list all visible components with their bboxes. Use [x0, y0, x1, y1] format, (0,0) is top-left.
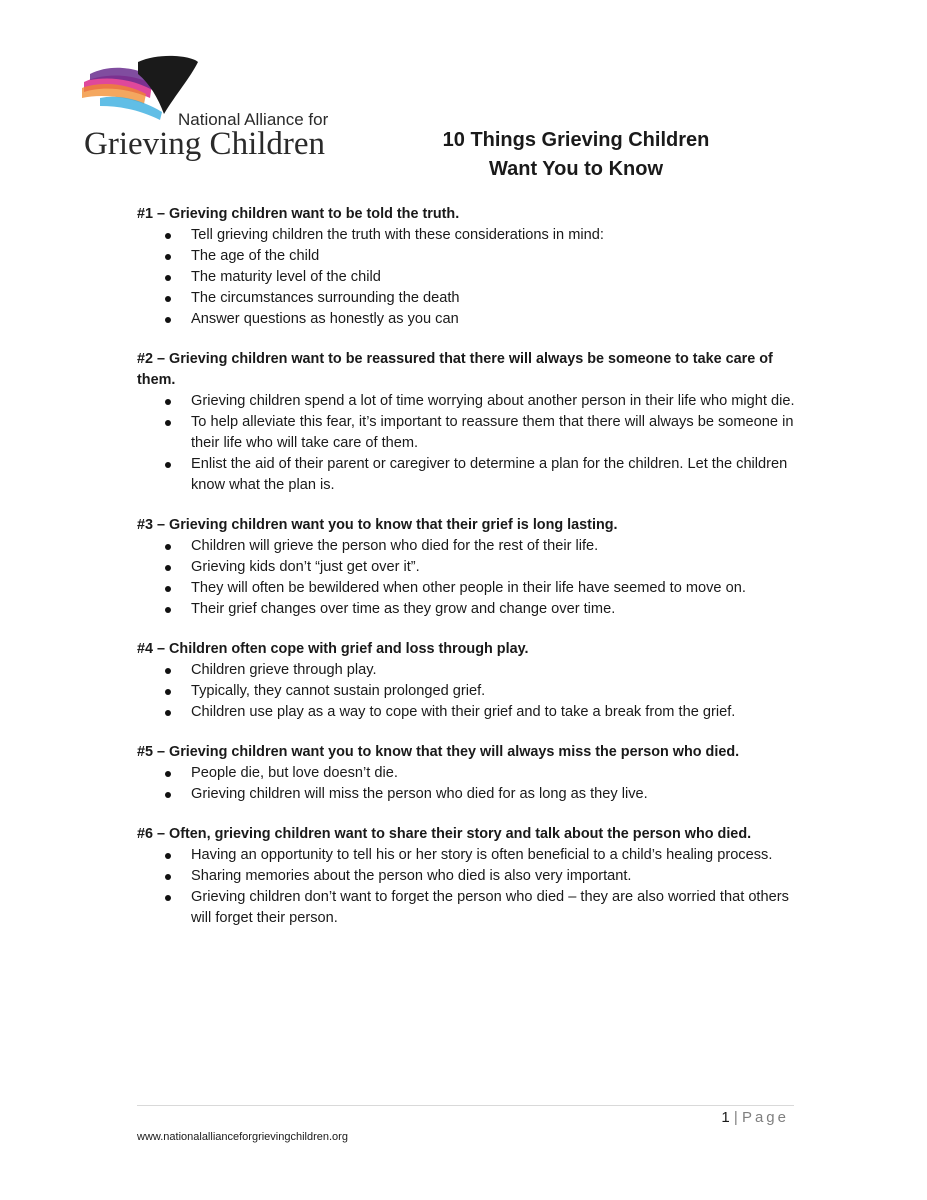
- list-item-text: The circumstances surrounding the death: [191, 290, 460, 306]
- bullet-icon: [165, 544, 171, 550]
- list-item-text: The maturity level of the child: [191, 269, 381, 285]
- section-heading: #6 – Often, grieving children want to share their story and talk about the person who died.: [137, 826, 752, 842]
- list-item: [137, 536, 797, 557]
- list-item: [137, 246, 797, 267]
- list-item-text: Children will grieve the person who died for the rest of their life.: [191, 538, 599, 554]
- bullet-icon: [165, 296, 171, 302]
- bullet-icon: [165, 586, 171, 592]
- bullet-icon: [165, 233, 171, 239]
- list-item-text: Tell grieving children the truth with these considerations in mind:: [191, 227, 604, 243]
- section-heading: #4 – Children often cope with grief and loss through play.: [137, 641, 529, 657]
- logo-tagline: National Alliance for: [178, 110, 329, 129]
- list-item-text: Answer questions as honestly as you can: [191, 311, 459, 327]
- list-item: [137, 681, 797, 702]
- footer-divider: [137, 1105, 794, 1106]
- list-item: [137, 784, 797, 805]
- list-item-text: People die, but love doesn’t die.: [191, 765, 398, 781]
- bullet-icon: [165, 399, 171, 405]
- bullet-icon: [165, 792, 171, 798]
- list-item: [137, 267, 797, 288]
- list-item-text: They will often be bewildered when other people in their life have seemed to move on.: [191, 580, 746, 596]
- list-item-text: Grieving kids don’t “just get over it”.: [191, 559, 420, 575]
- section-4: [137, 639, 797, 723]
- logo-stroke-blue: [100, 97, 162, 120]
- bullet-list: [137, 845, 797, 929]
- list-item: [137, 887, 797, 929]
- bullet-icon: [165, 607, 171, 613]
- bullet-icon: [165, 462, 171, 468]
- list-item-text: Their grief changes over time as they grow and change over time.: [191, 601, 616, 617]
- bullet-icon: [165, 771, 171, 777]
- list-item-text: Typically, they cannot sustain prolonged grief.: [191, 683, 486, 699]
- list-item: [137, 454, 797, 496]
- bullet-icon: [165, 689, 171, 695]
- bullet-icon: [165, 565, 171, 571]
- bullet-icon: [165, 853, 171, 859]
- page-number-value: 1: [721, 1109, 730, 1126]
- section-heading: #1 – Grieving children want to be told the truth.: [137, 206, 460, 222]
- bullet-list: [137, 660, 797, 723]
- list-item-text: Children use play as a way to cope with their grief and to take a break from the grief.: [191, 704, 736, 720]
- logo-wordmark: Grieving Children: [84, 126, 326, 162]
- list-item: [137, 557, 797, 578]
- list-item: [137, 412, 797, 454]
- list-item-text: Grieving children spend a lot of time worrying about another person in their life who might die.: [191, 393, 795, 409]
- bullet-list: [137, 225, 797, 330]
- section-5: [137, 742, 797, 805]
- list-item-text: Sharing memories about the person who died is also very important.: [191, 868, 632, 884]
- list-item-text: To help alleviate this fear, it’s important to reassure them that there will always be someone in their life who will take care of them.: [191, 414, 794, 451]
- organization-logo: [80, 54, 340, 169]
- bullet-icon: [165, 420, 171, 426]
- bullet-icon: [165, 668, 171, 674]
- list-item: [137, 763, 797, 784]
- list-item: [137, 866, 797, 887]
- list-item-text: Having an opportunity to tell his or her story is often beneficial to a child’s healing process.: [191, 847, 773, 863]
- bullet-icon: [165, 874, 171, 880]
- document-body: [137, 204, 797, 948]
- page-number-separator: |: [733, 1109, 738, 1126]
- title-line-2: Want You to Know: [488, 158, 664, 180]
- section-heading: #2 – Grieving children want to be reassured that there will always be someone to take care of them.: [137, 351, 773, 388]
- list-item: [137, 702, 797, 723]
- bullet-icon: [165, 275, 171, 281]
- section-2: [137, 349, 797, 496]
- list-item: [137, 599, 797, 620]
- section-heading: #5 – Grieving children want you to know that they will always miss the person who died.: [137, 744, 740, 760]
- list-item: [137, 660, 797, 681]
- list-item: [137, 309, 797, 330]
- section-1: [137, 204, 797, 330]
- section-6: [137, 824, 797, 929]
- bullet-icon: [165, 895, 171, 901]
- section-heading: #3 – Grieving children want you to know that their grief is long lasting.: [137, 517, 618, 533]
- list-item-text: Grieving children will miss the person who died for as long as they live.: [191, 786, 648, 802]
- bullet-list: [137, 391, 797, 496]
- page-label: Page: [741, 1109, 789, 1126]
- section-3: [137, 515, 797, 620]
- document-title: [400, 126, 752, 184]
- list-item: [137, 391, 797, 412]
- bullet-icon: [165, 710, 171, 716]
- list-item-text: Enlist the aid of their parent or caregiver to determine a plan for the children. Let the children know what the plan is.: [191, 456, 788, 493]
- list-item: [137, 845, 797, 866]
- list-item-text: Children grieve through play.: [191, 662, 377, 678]
- page-number: [721, 1109, 789, 1126]
- bullet-icon: [165, 317, 171, 323]
- bullet-icon: [165, 254, 171, 260]
- bullet-list: [137, 763, 797, 805]
- title-line-1: 10 Things Grieving Children: [442, 129, 710, 151]
- list-item: [137, 288, 797, 309]
- list-item: [137, 225, 797, 246]
- list-item-text: Grieving children don’t want to forget the person who died – they are also worried that others will forget their person.: [191, 889, 789, 926]
- bullet-list: [137, 536, 797, 620]
- list-item: [137, 578, 797, 599]
- list-item-text: The age of the child: [191, 248, 320, 264]
- footer-url: www.nationalallianceforgrievingchildren.org: [137, 1131, 348, 1143]
